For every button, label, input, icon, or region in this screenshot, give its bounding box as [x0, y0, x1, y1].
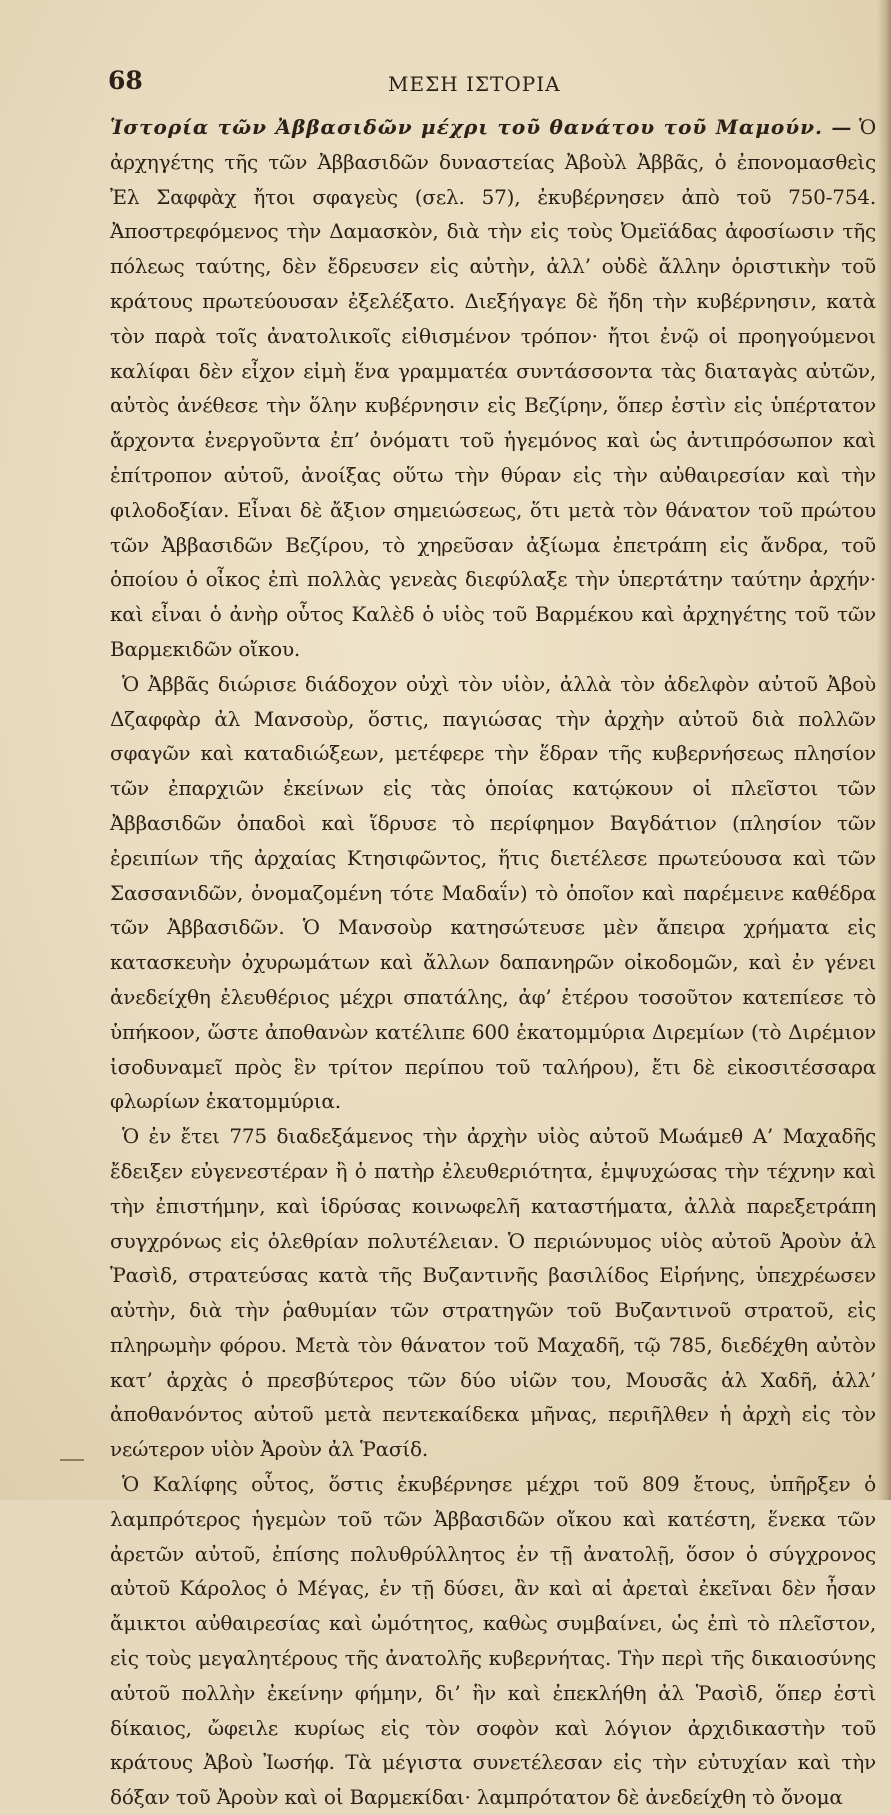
paragraph-4: [110, 1467, 876, 1815]
paragraph-3: [110, 1119, 876, 1467]
paragraph-1: [110, 110, 876, 667]
margin-mark: [60, 1459, 84, 1461]
body-text: [110, 110, 876, 1815]
paragraph-text: Ὁ Ἀββᾶς διώρισε διάδοχον οὐχὶ τὸν υἱὸν, ἀλλὰ τὸν ἀδελφὸν αὐτοῦ Ἀβοὺ Δζαφφὰρ ἀλ Μανσοὺρ, ὅστις, παγιώσας τὴν ἀρχὴν αὐτοῦ διὰ πολλῶν σφαγῶν καὶ καταδιώξεων, μετέφερε τὴν ἕδραν τῆς κυβερνήσεως πλησίον τῶν ἐπαρχιῶν ἐκείνων εἰς τὰς ὁποίας κατῴκουν οἱ πλεῖστοι τῶν Ἀββασιδῶν ὀπαδοὶ καὶ ἵδρυσε τὸ περίφημον Βαγδάτιον (πλησίον τῶν ἐρειπίων τῆς ἀρχαίας Κτησιφῶντος, ἥτις διετέλεσε πρωτεύουσα καὶ τῶν Σασσανιδῶν, ὀνομαζομένη τότε Μαδαΐν) τὸ ὁποῖον καὶ παρέμεινε καθέδρα τῶν Ἀββασιδῶν. Ὁ Μανσοὺρ κατησώτευσε μὲν ἄπειρα χρήματα εἰς κατασκευὴν ὀχυρωμάτων καὶ ἄλλων δαπανηρῶν οἰκοδομῶν, καὶ ἐν γένει ἀνεδείχθη ἐλευθέριος μέχρι σπατάλης, ἀφ’ ἑτέρου τοσοῦτον κατεπίεσε τὸ ὑπήκοον, ὥστε ἀποθανὼν κατέλιπε 600 ἑκατομμύρια Διρεμίων (τὸ Διρέμιον ἰσοδυναμεῖ πρὸς ἓν τρίτον περίπου τοῦ ταλήρου), ἔτι δὲ εἰκοσιτέσσαρα φλωρίων ἑκατομμύρια.: [110, 671, 876, 1114]
running-head: ΜΕΣΗ ΙΣΤΟΡΙΑ: [388, 72, 561, 96]
page-edge-shadow: [877, 0, 891, 1500]
paragraph-text: Ὁ ἀρχηγέτης τῆς τῶν Ἀββασιδῶν δυναστείας Ἀβοὺλ Ἀββᾶς, ὁ ἐπονομασθεὶς Ἐλ Σαφφὰχ ἤτοι σφαγεὺς (σελ. 57), ἐκυβέρνησεν ἀπὸ τοῦ 750-754. Ἀποστρεφόμενος τὴν Δαμασκὸν, διὰ τὴν εἰς τοὺς Ὀμεϊάδας ἀφοσίωσιν τῆς πόλεως ταύτης, δὲν ἔδρευσεν εἰς αὐτὴν, ἀλλ’ οὐδὲ ἄλλην ὁριστικὴν τοῦ κράτους πρωτεύουσαν ἐξελέξατο. Διεξήγαγε δὲ ἤδη τὴν κυβέρνησιν, κατὰ τὸν παρὰ τοῖς ἀνατολικοῖς εἰθισμένον τρόπον· ἤτοι ἐνῷ οἱ προηγούμενοι καλίφαι δὲν εἶχον εἰμὴ ἕνα γραμματέα συντάσσοντα τὰς διαταγὰς αὐτῶν, αὐτὸς ἀνέθεσε τὴν ὅλην κυβέρνησιν εἰς Βεζίρην, ὅπερ ἐστὶν εἰς ὑπέρτατον ἄρχοντα ἐνεργοῦντα ἐπ’ ὀνόματι τοῦ ἡγεμόνος καὶ ὡς ἀντιπρόσωπον καὶ ἐπίτροπον αὐτοῦ, ἀνοίξας οὕτω τὴν θύραν εἰς τὴν αὐθαιρεσίαν καὶ τὴν φιλοδοξίαν. Εἶναι δὲ ἄξιον σημειώσεως, ὅτι μετὰ τὸν θάνατον τοῦ πρώτου τῶν Ἀββασιδῶν Βεζίρου, τὸ χηρεῦσαν ἀξίωμα ἐπετράπη εἰς ἄνδρα, τοῦ ὁποίου ὁ οἶκος ἐπὶ πολλὰς γενεὰς διεφύλαξε τὴν ὑπερτάτην ταύτην ἀρχήν· καὶ εἶναι ὁ ἀνὴρ οὗτος Καλὲδ ὁ υἱὸς τοῦ Βαρμέκου καὶ ἀρχηγέτης τοῦ τῶν Βαρμεκιδῶν οἴκου.: [110, 115, 876, 661]
paragraph-text: Ὁ Καλίφης οὗτος, ὅστις ἐκυβέρνησε μέχρι τοῦ 809 ἔτους, ὑπῆρξεν ὁ λαμπρότερος ἡγεμὼν τοῦ τῶν Ἀββασιδῶν οἴκου καὶ κατέστη, ἕνεκα τῶν ἀρετῶν αὐτοῦ, ἐπίσης πολυθρύλλητος ἐν τῇ ἀνατολῇ, ὅσον ὁ σύγχρονος αὐτοῦ Κάρολος ὁ Μέγας, ἐν τῇ δύσει, ἂν καὶ αἱ ἀρεταὶ ἐκεῖναι δὲν ἦσαν ἄμικτοι αὐθαιρεσίας καὶ ὠμότητος, καθὼς συμβαίνει, ὡς ἐπὶ τὸ πλεῖστον, εἰς τοὺς μεγαλητέρους τῆς ἀνατολῆς κυβερνήτας. Τὴν περὶ τῆς δικαιοσύνης αὐτοῦ πολλὴν ἐκείνην φήμην, δι’ ἣν καὶ ἐπεκλήθη ἀλ Ῥασὶδ, ὅπερ ἐστὶ δίκαιος, ὤφειλε κυρίως εἰς τὸν σοφὸν καὶ λόγιον ἀρχιδικαστὴν τοῦ κράτους Ἀβοὺ Ἰωσήφ. Τὰ μέγιστα συνετέλεσαν εἰς τὴν εὐτυχίαν καὶ τὴν δόξαν τοῦ Ἀροὺν καὶ οἱ Βαρμεκίδαι· λαμπρότατον δὲ ἀνεδείχθη τὸ ὄνομα: [110, 1472, 876, 1810]
paragraph-text: Ὁ ἐν ἔτει 775 διαδεξάμενος τὴν ἀρχὴν υἱὸς αὐτοῦ Μωάμεθ Α’ Μαχαδῆς ἔδειξεν εὐγενεστέραν ἢ ὁ πατὴρ ἐλευθεριότητα, ἐμψυχώσας τὴν τέχνην καὶ τὴν ἐπιστήμην, καὶ ἱδρύσας κοινωφελῆ καταστήματα, ἀλλὰ παρεξετράπη συγχρόνως εἰς ὀλεθρίαν πολυτέλειαν. Ὁ περιώνυμος υἱὸς αὐτοῦ Ἀροὺν ἀλ Ῥασὶδ, στρατεύσας κατὰ τῆς Βυζαντινῆς βασιλίδος Εἰρήνης, ὑπεχρέωσεν αὐτὴν, διὰ τὴν ῥαθυμίαν τῶν στρατηγῶν τοῦ Βυζαντινοῦ στρατοῦ, εἰς πληρωμὴν φόρου. Μετὰ τὸν θάνατον τοῦ Μαχαδῆ, τῷ 785, διεδέχθη αὐτὸν κατ’ ἀρχὰς ὁ πρεσβύτερος τῶν δύο υἱῶν του, Μουσᾶς ἀλ Χαδῆ, ἀλλ’ ἀποθανόντος αὐτοῦ μετὰ πεντεκαίδεκα μῆνας, περιῆλθεν ἡ ἀρχὴ εἰς τὸν νεώτερον υἱὸν Ἀροὺν ἀλ Ῥασίδ.: [110, 1124, 876, 1462]
page-header: [108, 66, 878, 100]
paragraph-2: [110, 667, 876, 1119]
page-number: 68: [108, 66, 143, 95]
section-heading: Ἱστορία τῶν Ἀββασιδῶν μέχρι τοῦ θανάτου τοῦ Μαμούν. —: [110, 115, 853, 139]
